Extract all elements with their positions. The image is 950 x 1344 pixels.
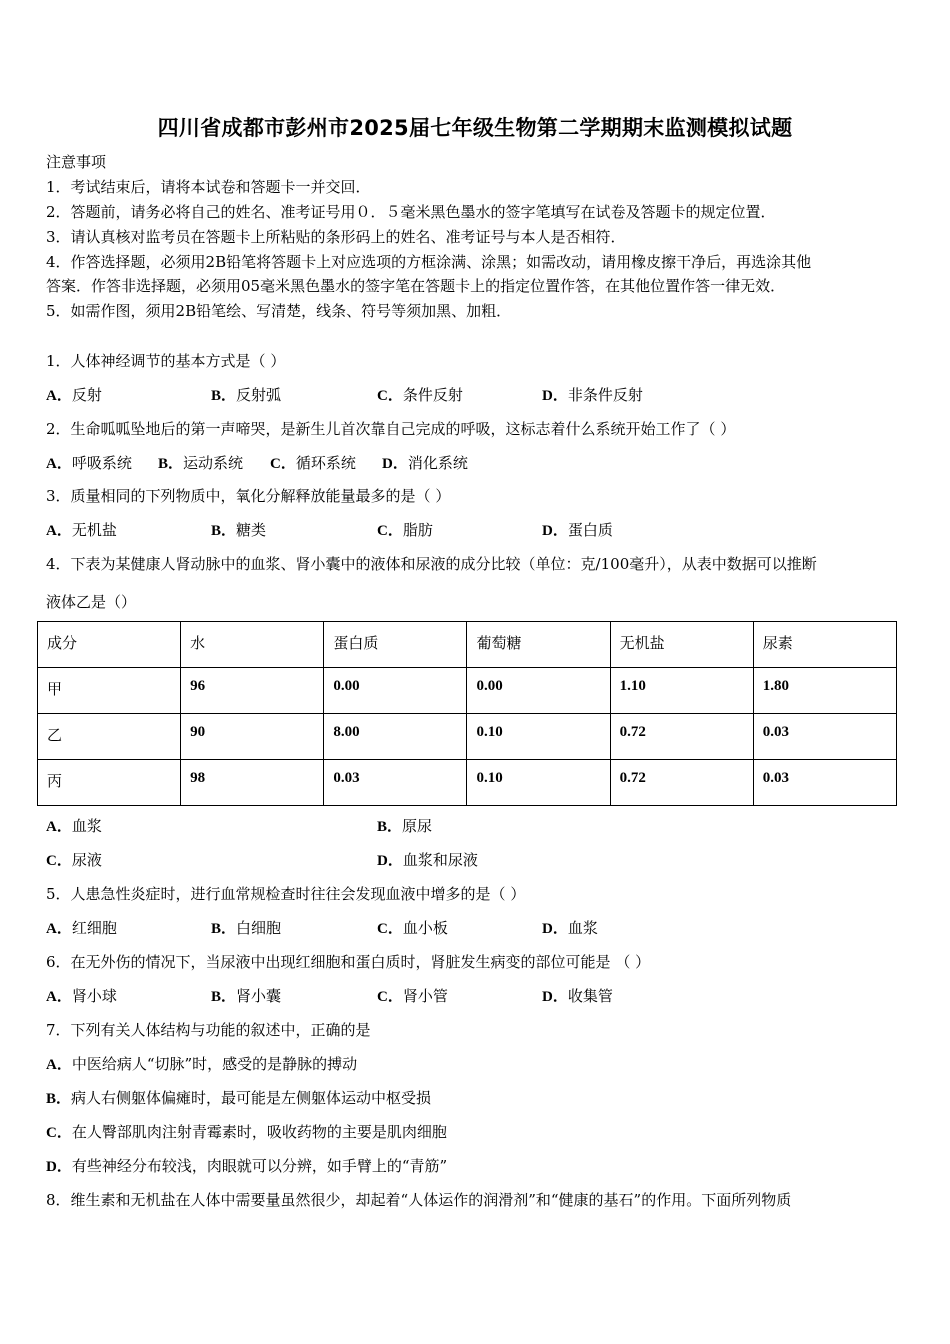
table-header-cell: 葡萄糖 xyxy=(467,622,610,668)
option-text: 非条件反射 xyxy=(567,386,643,404)
table-header-cell: 蛋白质 xyxy=(324,622,467,668)
option-letter: C． xyxy=(377,989,403,1005)
option-a[interactable] xyxy=(46,918,117,939)
option-d[interactable] xyxy=(46,1156,447,1177)
option-c[interactable] xyxy=(377,986,448,1007)
option-letter: A． xyxy=(46,388,72,404)
composition-table xyxy=(37,621,897,806)
table-cell: 0.03 xyxy=(324,760,467,806)
option-text: 白细胞 xyxy=(236,919,282,937)
table-header-cell: 尿素 xyxy=(753,622,896,668)
option-letter: A． xyxy=(46,523,72,539)
option-letter: A． xyxy=(46,819,72,835)
notice-heading: 注意事项 xyxy=(46,153,107,171)
option-letter: A． xyxy=(46,921,72,937)
option-letter: B． xyxy=(211,388,237,404)
option-a[interactable] xyxy=(46,986,117,1007)
question-stem: 4．下表为某健康人肾动脉中的血浆、肾小囊中的液体和尿液的成分比较（单位：克/100毫升），从表中数据可以推断 xyxy=(46,555,817,573)
notice-item: 答案．作答非选择题，必须用05毫米黑色墨水的签字笔在答题卡上的指定位置作答，在其他位置作答一律无效． xyxy=(46,277,786,295)
option-letter: C． xyxy=(377,523,403,539)
table-row xyxy=(38,668,897,714)
table-cell: 96 xyxy=(181,668,324,714)
option-a[interactable] xyxy=(46,816,102,837)
option-letter: B． xyxy=(211,523,237,539)
table-header-cell: 无机盐 xyxy=(610,622,753,668)
table-cell: 0.03 xyxy=(753,760,896,806)
option-letter: B． xyxy=(158,456,184,472)
page-title: 四川省成都市彭州市2025届七年级生物第二学期期末监测模拟试题 xyxy=(157,116,793,140)
table-cell: 0.00 xyxy=(324,668,467,714)
table-header-cell: 水 xyxy=(181,622,324,668)
option-b[interactable] xyxy=(46,1088,431,1109)
option-text: 有些神经分布较浅，肉眼就可以分辨，如手臂上的“青筋” xyxy=(71,1157,448,1175)
option-letter: C． xyxy=(270,456,296,472)
table-row xyxy=(38,714,897,760)
option-b[interactable] xyxy=(211,918,281,939)
question-stem: 7．下列有关人体结构与功能的叙述中，正确的是 xyxy=(46,1021,371,1039)
option-text: 肾小囊 xyxy=(236,987,282,1005)
option-text: 条件反射 xyxy=(402,386,463,404)
option-text: 消化系统 xyxy=(407,454,468,472)
question-stem: 2．生命呱呱坠地后的第一声啼哭，是新生儿首次靠自己完成的呼吸，这标志着什么系统开始工作了（ ） xyxy=(46,420,736,438)
question-stem-continued: 液体乙是（） xyxy=(46,593,137,611)
option-text: 在人臀部肌肉注射青霉素时，吸收药物的主要是肌肉细胞 xyxy=(71,1123,447,1141)
notice-item: 2．答题前，请务必将自己的姓名、准考证号用０．５毫米黑色墨水的签字笔填写在试卷及答题卡的规定位置． xyxy=(46,203,776,221)
option-text: 肾小球 xyxy=(71,987,117,1005)
table-row xyxy=(38,760,897,806)
option-b[interactable] xyxy=(211,986,281,1007)
option-letter: A． xyxy=(46,456,72,472)
option-letter: A． xyxy=(46,989,72,1005)
notice-item: 5．如需作图，须用2B铅笔绘、写清楚，线条、符号等须加黑、加粗． xyxy=(46,302,512,320)
option-text: 血浆 xyxy=(71,817,102,835)
option-b[interactable] xyxy=(377,816,432,837)
table-cell: 98 xyxy=(181,760,324,806)
table-cell: 90 xyxy=(181,714,324,760)
notice-item: 3．请认真核对监考员在答题卡上所粘贴的条形码上的姓名、准考证号与本人是否相符． xyxy=(46,228,626,246)
option-d[interactable] xyxy=(542,986,613,1007)
option-text: 原尿 xyxy=(402,817,433,835)
notice-item: 4．作答选择题，必须用2B铅笔将答题卡上对应选项的方框涂满、涂黑；如需改动，请用橡皮擦干净后，再选涂其他 xyxy=(46,253,812,271)
option-c[interactable] xyxy=(377,385,463,406)
option-letter: D． xyxy=(382,456,408,472)
question-stem: 1．人体神经调节的基本方式是（ ） xyxy=(46,352,286,370)
question-stem: 3．质量相同的下列物质中，氧化分解释放能量最多的是（ ） xyxy=(46,487,451,505)
option-text: 尿液 xyxy=(71,851,102,869)
question-stem: 6．在无外伤的情况下，当尿液中出现红细胞和蛋白质时，肾脏发生病变的部位可能是 （ ） xyxy=(46,953,651,971)
option-letter: C． xyxy=(377,388,403,404)
option-b[interactable] xyxy=(211,385,281,406)
option-text: 蛋白质 xyxy=(567,521,613,539)
option-text: 中医给病人“切脉”时，感受的是静脉的搏动 xyxy=(71,1055,358,1073)
option-d[interactable] xyxy=(542,520,613,541)
table-cell: 0.72 xyxy=(610,714,753,760)
option-text: 肾小管 xyxy=(402,987,448,1005)
table-header-row xyxy=(38,622,897,668)
option-a[interactable] xyxy=(46,1054,357,1075)
option-letter: C． xyxy=(46,1125,72,1141)
table-cell: 丙 xyxy=(38,760,181,806)
option-text: 血浆和尿液 xyxy=(402,851,478,869)
option-letter: A． xyxy=(46,1057,72,1073)
question-stem: 8．维生素和无机盐在人体中需要量虽然很少，却起着“人体运作的润滑剂”和“健康的基石”的作用。下面所列物质 xyxy=(46,1191,792,1209)
option-text: 无机盐 xyxy=(71,521,117,539)
option-letter: D． xyxy=(542,921,568,937)
option-text: 运动系统 xyxy=(183,454,244,472)
option-a[interactable] xyxy=(46,520,117,541)
option-text: 循环系统 xyxy=(295,454,356,472)
option-letter: B． xyxy=(211,989,237,1005)
table-cell: 0.10 xyxy=(467,760,610,806)
table-header-cell: 成分 xyxy=(38,622,181,668)
option-text: 反射弧 xyxy=(236,386,282,404)
notice-item: 1．考试结束后，请将本试卷和答题卡一并交回． xyxy=(46,178,371,196)
table-cell: 0.03 xyxy=(753,714,896,760)
option-c[interactable] xyxy=(46,850,102,871)
table-cell: 1.10 xyxy=(610,668,753,714)
option-a[interactable] xyxy=(46,453,132,474)
option-text: 血浆 xyxy=(567,919,598,937)
table-cell: 乙 xyxy=(38,714,181,760)
option-text: 收集管 xyxy=(567,987,613,1005)
option-letter: B． xyxy=(46,1091,72,1107)
table-cell: 甲 xyxy=(38,668,181,714)
option-b[interactable] xyxy=(158,453,243,474)
table-cell: 0.72 xyxy=(610,760,753,806)
option-text: 呼吸系统 xyxy=(71,454,132,472)
option-d[interactable] xyxy=(382,453,468,474)
option-c[interactable] xyxy=(270,453,356,474)
option-text: 反射 xyxy=(71,386,102,404)
table-cell: 0.10 xyxy=(467,714,610,760)
question-stem: 5．人患急性炎症时，进行血常规检查时往往会发现血液中增多的是（ ） xyxy=(46,885,526,903)
table-cell: 8.00 xyxy=(324,714,467,760)
option-text: 病人右侧躯体偏瘫时，最可能是左侧躯体运动中枢受损 xyxy=(71,1089,432,1107)
option-letter: D． xyxy=(46,1159,72,1175)
option-letter: D． xyxy=(377,853,403,869)
option-text: 血小板 xyxy=(402,919,448,937)
option-a[interactable] xyxy=(46,385,102,406)
table-cell: 0.00 xyxy=(467,668,610,714)
option-d[interactable] xyxy=(542,385,643,406)
option-c[interactable] xyxy=(377,918,448,939)
option-text: 红细胞 xyxy=(71,919,117,937)
option-letter: D． xyxy=(542,388,568,404)
option-c[interactable] xyxy=(46,1122,447,1143)
option-d[interactable] xyxy=(377,850,478,871)
option-c[interactable] xyxy=(377,520,433,541)
option-letter: D． xyxy=(542,989,568,1005)
option-letter: D． xyxy=(542,523,568,539)
option-text: 脂肪 xyxy=(402,521,433,539)
option-letter: C． xyxy=(377,921,403,937)
table-cell: 1.80 xyxy=(753,668,896,714)
option-d[interactable] xyxy=(542,918,598,939)
option-b[interactable] xyxy=(211,520,266,541)
option-letter: B． xyxy=(377,819,403,835)
option-text: 糖类 xyxy=(236,521,267,539)
option-letter: B． xyxy=(211,921,237,937)
option-letter: C． xyxy=(46,853,72,869)
